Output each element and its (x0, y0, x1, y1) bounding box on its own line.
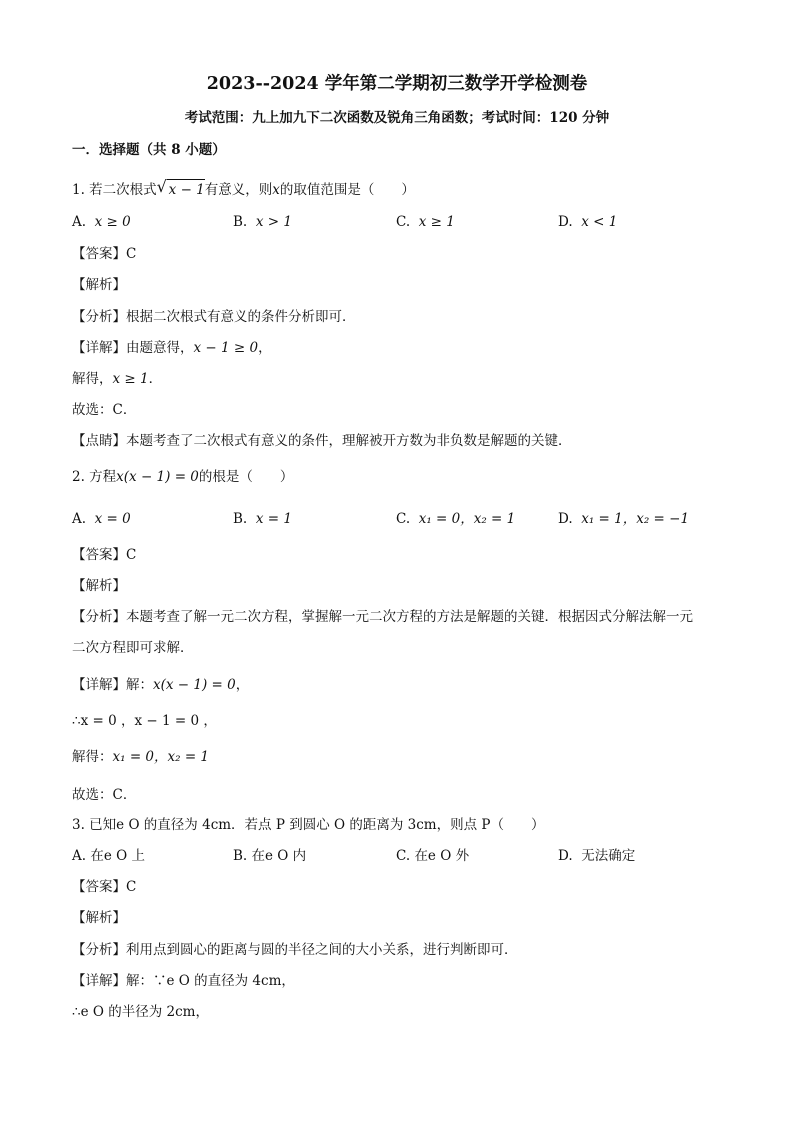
q1-answer: 【答案】C (72, 246, 137, 262)
q1-xiangjie: 【详解】由题意得，x − 1 ≥ 0， (72, 340, 272, 356)
q1-stem (72, 177, 415, 200)
q3-option-b: B. 在e O 内 (233, 848, 307, 864)
q1-option-b: B. x > 1 (233, 214, 292, 230)
q1-guxuan: 故选：C． (72, 402, 137, 418)
q3-xiangjie: 【详解】解：∵e O 的直径为 4cm， (72, 973, 295, 989)
q1-var: x (272, 182, 280, 198)
q2-jiede: 解得：x₁ = 0，x₂ = 1 (72, 749, 210, 765)
sqrt-symbol: √ (156, 177, 167, 196)
q1-stem-pre: 1. 若二次根式 (72, 182, 157, 198)
q2-stem: 2. 方程x(x − 1) = 0的根是（ ） (72, 469, 294, 485)
sqrt-expression (156, 177, 205, 200)
q2-guxuan: 故选：C． (72, 787, 137, 803)
q1-stem-end: 的取值范围是（ ） (279, 182, 415, 198)
q2-option-b: B. x = 1 (233, 511, 292, 527)
q3-option-d: D. 无法确定 (558, 848, 636, 864)
q1-option-a: A. x ≥ 0 (72, 214, 131, 230)
q3-option-c: C. 在e O 外 (396, 848, 470, 864)
q3-fenxi: 【分析】利用点到圆心的距离与圆的半径之间的大小关系，进行判断即可． (72, 942, 518, 958)
sqrt-bar (167, 179, 205, 180)
q3-step2: ∴e O 的半径为 2cm， (72, 1004, 209, 1020)
exam-info: 考试范围：九上加九下二次函数及锐角三角函数；考试时间：120 分钟 (184, 110, 610, 126)
q1-stem-post: 有意义，则 (204, 182, 273, 198)
q2-fenxi-line2: 二次方程即可求解． (72, 640, 194, 656)
q3-analysis-tag: 【解析】 (72, 910, 126, 926)
q1-analysis-tag: 【解析】 (72, 277, 126, 293)
q1-option-c: C. x ≥ 1 (396, 214, 455, 230)
section-heading: 一．选择题（共 8 小题） (72, 142, 226, 158)
q2-fenxi-line1: 【分析】本题考查了解一元二次方程，掌握解一元二次方程的方法是解题的关键．根据因式分解法解一元 (72, 609, 693, 625)
q2-option-d: D. x₁ = 1，x₂ = −1 (558, 511, 690, 527)
q2-step2: ∴x = 0 ，x − 1 = 0 ， (72, 713, 217, 729)
q2-analysis-tag: 【解析】 (72, 578, 126, 594)
page-title: 2023--2024 学年第二学期初三数学开学检测卷 (206, 74, 588, 94)
q2-xiangjie: 【详解】解：x(x − 1) = 0， (72, 677, 250, 693)
radicand: x − 1 (168, 182, 205, 198)
q1-jiede: 解得，x ≥ 1． (72, 371, 163, 387)
q1-fenxi: 【分析】根据二次根式有意义的条件分析即可． (72, 309, 356, 325)
q2-answer: 【答案】C (72, 547, 137, 563)
q3-answer: 【答案】C (72, 879, 137, 895)
q3-option-a: A. 在e O 上 (72, 848, 145, 864)
q1-dianjing: 【点睛】本题考查了二次根式有意义的条件，理解被开方数为非负数是解题的关键． (72, 433, 572, 449)
q3-stem: 3. 已知e O 的直径为 4cm．若点 P 到圆心 O 的距离为 3cm，则点 P（ ） (72, 817, 545, 833)
q2-option-a: A. x = 0 (72, 511, 131, 527)
q1-option-d: D. x < 1 (558, 214, 618, 230)
q2-option-c: C. x₁ = 0，x₂ = 1 (396, 511, 516, 527)
